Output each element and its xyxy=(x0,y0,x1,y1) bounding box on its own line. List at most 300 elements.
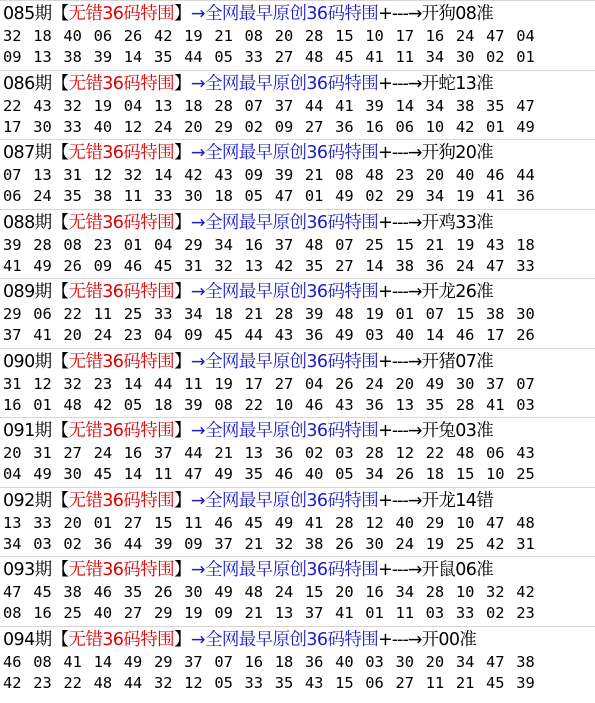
number-cell: 15 xyxy=(335,27,354,45)
number-cell: 17 xyxy=(486,326,505,344)
promo-tag: 无错36码特围 xyxy=(68,73,174,94)
number-cell: 08 xyxy=(214,395,233,414)
open-bracket: 【 xyxy=(51,560,69,580)
number-cell: 26 xyxy=(335,374,354,393)
arrow-icon: → xyxy=(190,560,205,580)
record-header xyxy=(3,141,493,165)
number-cell: 43 xyxy=(516,444,535,462)
number-cell: 27 xyxy=(123,513,143,532)
number-cell: 40 xyxy=(93,117,113,136)
number-cell: 20 xyxy=(63,513,82,532)
number-row xyxy=(3,303,546,325)
number-cell: 04 xyxy=(123,96,143,115)
record-block xyxy=(0,487,595,556)
number-cell: 18 xyxy=(214,305,233,323)
number-cell: 02 xyxy=(486,604,505,622)
number-cell: 46 xyxy=(3,652,22,671)
number-cell: 03 xyxy=(335,444,354,462)
number-cell: 40 xyxy=(395,513,414,532)
number-cell: 44 xyxy=(244,326,264,344)
number-cell: 05 xyxy=(214,673,233,692)
number-row xyxy=(3,255,546,277)
number-cell: 20 xyxy=(425,166,445,184)
number-cell: 24 xyxy=(93,326,113,344)
number-cell: 45 xyxy=(214,326,233,344)
number-cell: 17 xyxy=(3,117,22,136)
number-cell: 15 xyxy=(304,583,324,601)
arrow-icon: → xyxy=(190,212,205,233)
promo-tag: 无错36码特围 xyxy=(68,421,174,441)
number-cell: 05 xyxy=(123,395,143,414)
number-cell: 36 xyxy=(516,187,535,205)
open-bracket: 【 xyxy=(51,143,69,163)
promo-tag: 无错36码特围 xyxy=(68,629,174,650)
open-bracket: 【 xyxy=(51,4,69,24)
number-cell: 20 xyxy=(425,652,445,671)
record-block xyxy=(0,626,595,695)
number-cell: 44 xyxy=(184,444,203,462)
number-cell: 28 xyxy=(214,96,233,115)
number-cell: 24 xyxy=(93,444,113,462)
number-cell: 18 xyxy=(516,235,535,254)
number-cell: 09 xyxy=(184,534,203,553)
record-header xyxy=(3,419,493,443)
number-cell: 38 xyxy=(63,583,82,601)
number-cell: 21 xyxy=(214,27,233,45)
number-cell: 27 xyxy=(304,117,324,136)
period-label: 087期 xyxy=(3,143,52,163)
number-cell: 32 xyxy=(214,256,233,275)
number-cell: 36 xyxy=(304,652,324,671)
number-cell: 31 xyxy=(63,166,82,184)
number-cell: 13 xyxy=(3,513,22,532)
number-cell: 21 xyxy=(244,305,264,323)
slogan-text: 全网最早原创36码特围 xyxy=(204,73,379,94)
close-bracket: 】 xyxy=(174,421,191,441)
record-header xyxy=(3,558,493,582)
number-cell: 33 xyxy=(33,513,52,532)
number-cell: 21 xyxy=(244,604,264,622)
slogan-text: 全网最早原创36码特围 xyxy=(204,282,379,302)
number-cell: 32 xyxy=(153,673,173,692)
close-bracket: 】 xyxy=(174,73,191,94)
number-cell: 29 xyxy=(153,604,173,622)
period-label: 092期 xyxy=(3,490,52,511)
number-cell: 47 xyxy=(486,256,505,275)
number-cell: 12 xyxy=(93,166,113,184)
number-cell: 20 xyxy=(274,27,294,45)
number-cell: 42 xyxy=(184,166,203,184)
slogan-text: 全网最早原创36码特围 xyxy=(204,351,379,372)
number-row xyxy=(3,46,546,68)
number-cell: 30 xyxy=(365,534,384,553)
number-cell: 01 xyxy=(365,604,384,622)
number-cell: 47 xyxy=(486,513,505,532)
number-cell: 03 xyxy=(365,326,384,344)
slogan-text: 全网最早原创36码特围 xyxy=(204,4,379,24)
period-label: 089期 xyxy=(3,282,52,302)
number-cell: 49 xyxy=(33,256,52,275)
number-cell: 08 xyxy=(3,604,22,622)
number-cell: 40 xyxy=(304,465,324,483)
number-cell: 17 xyxy=(395,27,414,45)
number-cell: 20 xyxy=(184,117,203,136)
arrow-icon: → xyxy=(190,490,205,511)
number-cell: 07 xyxy=(516,374,535,393)
number-cell: 37 xyxy=(3,326,22,344)
arrow-icon: → xyxy=(190,282,205,302)
number-cell: 47 xyxy=(184,465,203,483)
number-cell: 25 xyxy=(365,235,384,254)
dash-arrow: +---→ xyxy=(378,4,422,24)
number-cell: 31 xyxy=(184,256,203,275)
period-label: 086期 xyxy=(3,73,52,94)
number-cell: 26 xyxy=(516,326,535,344)
number-cell: 36 xyxy=(93,534,113,553)
number-cell: 20 xyxy=(335,583,354,601)
arrow-icon: → xyxy=(190,421,205,441)
number-cell: 43 xyxy=(33,96,52,115)
number-cell: 22 xyxy=(425,444,445,462)
number-cell: 32 xyxy=(3,27,22,45)
number-cell: 12 xyxy=(33,374,52,393)
promo-tag: 无错36码特围 xyxy=(68,4,174,24)
number-cell: 02 xyxy=(486,48,505,66)
number-cell: 37 xyxy=(486,374,505,393)
dash-arrow: +---→ xyxy=(378,351,422,372)
promo-tag: 无错36码特围 xyxy=(68,351,174,372)
number-cell: 13 xyxy=(33,48,52,66)
open-bracket: 【 xyxy=(51,351,69,372)
number-cell: 28 xyxy=(335,513,354,532)
number-cell: 13 xyxy=(395,395,414,414)
number-cell: 18 xyxy=(214,187,233,205)
number-cell: 30 xyxy=(184,583,203,601)
number-cell: 13 xyxy=(33,166,52,184)
number-cell: 07 xyxy=(244,96,264,115)
number-cell: 19 xyxy=(425,534,445,553)
dash-arrow: +---→ xyxy=(378,212,422,233)
number-cell: 30 xyxy=(516,305,535,323)
number-cell: 11 xyxy=(395,604,414,622)
number-cell: 37 xyxy=(274,96,294,115)
number-row xyxy=(3,164,546,186)
number-cell: 39 xyxy=(3,235,22,254)
slogan-text: 全网最早原创36码特围 xyxy=(204,490,379,511)
number-cell: 30 xyxy=(395,652,414,671)
number-row xyxy=(3,234,546,256)
number-cell: 40 xyxy=(455,166,475,184)
number-cell: 49 xyxy=(335,187,354,205)
number-cell: 22 xyxy=(3,96,22,115)
number-cell: 30 xyxy=(455,374,475,393)
number-cell: 33 xyxy=(244,48,264,66)
number-cell: 35 xyxy=(425,395,445,414)
number-cell: 01 xyxy=(304,187,324,205)
number-cell: 19 xyxy=(455,235,475,254)
number-cell: 07 xyxy=(425,305,445,323)
number-cell: 37 xyxy=(184,652,203,671)
number-cell: 26 xyxy=(335,534,354,553)
period-label: 090期 xyxy=(3,351,52,372)
number-cell: 39 xyxy=(304,305,324,323)
number-cell: 40 xyxy=(395,326,414,344)
number-cell: 19 xyxy=(184,604,203,622)
number-cell: 41 xyxy=(335,96,354,115)
number-cell: 21 xyxy=(455,673,475,692)
period-label: 085期 xyxy=(3,4,52,24)
number-cell: 39 xyxy=(184,395,203,414)
number-cell: 01 xyxy=(486,117,505,136)
number-cell: 24 xyxy=(395,534,414,553)
result-label: 开狗20准 xyxy=(421,143,494,163)
number-cell: 14 xyxy=(153,166,173,184)
number-cell: 44 xyxy=(123,673,143,692)
number-cell: 28 xyxy=(365,444,384,462)
result-label: 开龙14错 xyxy=(421,490,494,511)
number-cell: 34 xyxy=(425,187,445,205)
number-cell: 25 xyxy=(123,305,143,323)
record-block xyxy=(0,139,595,208)
open-bracket: 【 xyxy=(51,629,69,650)
arrow-icon: → xyxy=(190,4,205,24)
number-cell: 45 xyxy=(486,673,505,692)
number-cell: 29 xyxy=(3,305,22,323)
number-cell: 22 xyxy=(63,673,82,692)
number-cell: 38 xyxy=(304,534,324,553)
number-cell: 11 xyxy=(153,465,173,483)
arrow-icon: → xyxy=(190,143,205,163)
number-cell: 33 xyxy=(244,673,264,692)
number-cell: 38 xyxy=(63,48,82,66)
number-cell: 35 xyxy=(63,187,82,205)
number-cell: 20 xyxy=(63,326,82,344)
number-row xyxy=(3,95,546,117)
number-row xyxy=(3,651,546,673)
number-cell: 22 xyxy=(244,395,264,414)
number-cell: 11 xyxy=(93,305,113,323)
number-cell: 16 xyxy=(3,395,22,414)
dash-arrow: +---→ xyxy=(378,143,422,163)
number-cell: 24 xyxy=(153,117,173,136)
number-cell: 01 xyxy=(33,395,52,414)
number-cell: 28 xyxy=(304,27,324,45)
number-cell: 10 xyxy=(425,117,445,136)
number-cell: 34 xyxy=(455,652,475,671)
number-cell: 19 xyxy=(365,305,384,323)
number-cell: 44 xyxy=(123,534,143,553)
number-cell: 38 xyxy=(516,652,535,671)
number-cell: 23 xyxy=(123,326,143,344)
number-cell: 16 xyxy=(244,652,264,671)
number-cell: 26 xyxy=(123,27,143,45)
number-cell: 15 xyxy=(395,235,414,254)
number-cell: 23 xyxy=(93,374,113,393)
number-cell: 48 xyxy=(304,235,324,254)
number-cell: 32 xyxy=(123,166,143,184)
number-cell: 34 xyxy=(425,48,445,66)
number-cell: 43 xyxy=(335,395,354,414)
number-cell: 15 xyxy=(335,673,354,692)
number-cell: 21 xyxy=(214,444,233,462)
number-cell: 18 xyxy=(184,96,203,115)
number-cell: 14 xyxy=(123,48,143,66)
result-label: 开狗08准 xyxy=(421,4,494,24)
number-cell: 41 xyxy=(3,256,22,275)
number-cell: 39 xyxy=(365,96,384,115)
number-cell: 43 xyxy=(304,673,324,692)
number-cell: 09 xyxy=(93,256,113,275)
open-bracket: 【 xyxy=(51,73,69,94)
close-bracket: 】 xyxy=(174,282,191,302)
number-cell: 46 xyxy=(93,583,113,601)
number-cell: 39 xyxy=(93,48,113,66)
number-cell: 45 xyxy=(244,513,264,532)
number-cell: 03 xyxy=(365,652,384,671)
number-cell: 21 xyxy=(425,235,445,254)
slogan-text: 全网最早原创36码特围 xyxy=(204,560,379,580)
number-cell: 09 xyxy=(3,48,22,66)
number-cell: 10 xyxy=(365,27,384,45)
number-cell: 24 xyxy=(455,256,475,275)
number-cell: 35 xyxy=(486,96,505,115)
open-bracket: 【 xyxy=(51,421,69,441)
number-cell: 11 xyxy=(425,673,445,692)
number-cell: 14 xyxy=(93,652,113,671)
number-cell: 08 xyxy=(63,235,82,254)
number-cell: 30 xyxy=(63,465,82,483)
number-cell: 47 xyxy=(274,187,294,205)
number-cell: 04 xyxy=(153,326,173,344)
number-cell: 06 xyxy=(365,673,384,692)
number-cell: 05 xyxy=(335,465,354,483)
number-cell: 27 xyxy=(274,48,294,66)
number-cell: 05 xyxy=(214,48,233,66)
number-cell: 49 xyxy=(214,583,233,601)
number-cell: 49 xyxy=(274,513,294,532)
number-cell: 42 xyxy=(486,534,505,553)
slogan-text: 全网最早原创36码特围 xyxy=(204,629,379,650)
number-cell: 26 xyxy=(395,465,414,483)
number-cell: 38 xyxy=(455,96,475,115)
number-cell: 39 xyxy=(516,673,535,692)
number-row xyxy=(3,373,546,395)
number-cell: 41 xyxy=(33,326,52,344)
number-cell: 41 xyxy=(486,187,505,205)
number-cell: 25 xyxy=(63,604,82,622)
number-cell: 35 xyxy=(244,465,264,483)
number-cell: 07 xyxy=(214,652,233,671)
number-cell: 24 xyxy=(365,374,384,393)
number-cell: 42 xyxy=(455,117,475,136)
arrow-icon: → xyxy=(190,351,205,372)
number-cell: 43 xyxy=(486,235,505,254)
number-cell: 07 xyxy=(335,235,354,254)
number-cell: 29 xyxy=(184,235,203,254)
close-bracket: 】 xyxy=(174,629,191,650)
promo-tag: 无错36码特围 xyxy=(68,560,174,580)
number-cell: 31 xyxy=(33,444,52,462)
record-block xyxy=(0,348,595,417)
number-cell: 02 xyxy=(63,534,82,553)
number-cell: 14 xyxy=(123,374,143,393)
number-cell: 35 xyxy=(123,583,143,601)
close-bracket: 】 xyxy=(174,143,191,163)
result-label: 开00准 xyxy=(421,629,477,650)
number-cell: 14 xyxy=(395,96,414,115)
number-cell: 26 xyxy=(153,583,173,601)
number-cell: 36 xyxy=(274,444,294,462)
number-cell: 28 xyxy=(33,235,52,254)
record-header xyxy=(3,280,493,304)
number-cell: 47 xyxy=(486,27,505,45)
number-cell: 20 xyxy=(395,374,414,393)
result-label: 开龙26准 xyxy=(421,282,494,302)
number-cell: 18 xyxy=(425,465,445,483)
number-cell: 16 xyxy=(365,117,384,136)
number-cell: 12 xyxy=(184,673,203,692)
number-cell: 14 xyxy=(425,326,445,344)
number-cell: 37 xyxy=(274,235,294,254)
number-row xyxy=(3,185,546,207)
open-bracket: 【 xyxy=(51,490,69,511)
number-cell: 42 xyxy=(153,27,173,45)
number-cell: 48 xyxy=(244,583,264,601)
number-cell: 09 xyxy=(274,117,294,136)
number-cell: 16 xyxy=(33,604,52,622)
number-cell: 32 xyxy=(486,583,505,601)
number-cell: 23 xyxy=(395,166,414,184)
number-cell: 06 xyxy=(486,444,505,462)
number-cell: 31 xyxy=(3,374,22,393)
period-label: 094期 xyxy=(3,629,52,650)
number-cell: 09 xyxy=(214,604,233,622)
period-label: 093期 xyxy=(3,560,52,580)
number-cell: 36 xyxy=(365,395,384,414)
number-cell: 31 xyxy=(516,534,535,553)
number-cell: 44 xyxy=(153,374,173,393)
number-cell: 36 xyxy=(335,117,354,136)
number-cell: 04 xyxy=(153,235,173,254)
number-cell: 16 xyxy=(425,27,445,45)
dash-arrow: +---→ xyxy=(378,490,422,511)
number-cell: 16 xyxy=(244,235,264,254)
close-bracket: 】 xyxy=(174,490,191,511)
number-cell: 34 xyxy=(365,465,384,483)
number-cell: 30 xyxy=(33,117,52,136)
number-cell: 12 xyxy=(123,117,143,136)
number-cell: 33 xyxy=(153,187,173,205)
number-cell: 21 xyxy=(304,166,324,184)
number-cell: 47 xyxy=(3,583,22,601)
number-cell: 05 xyxy=(244,187,264,205)
number-cell: 06 xyxy=(395,117,414,136)
number-cell: 33 xyxy=(516,256,535,275)
number-cell: 22 xyxy=(63,305,82,323)
number-cell: 32 xyxy=(274,534,294,553)
number-cell: 49 xyxy=(516,117,535,136)
record-block xyxy=(0,70,595,139)
number-cell: 41 xyxy=(335,604,354,622)
number-cell: 48 xyxy=(304,48,324,66)
number-cell: 25 xyxy=(516,465,535,483)
number-cell: 15 xyxy=(455,465,475,483)
number-cell: 39 xyxy=(153,534,173,553)
record-header xyxy=(3,628,476,652)
number-cell: 29 xyxy=(425,513,445,532)
number-cell: 46 xyxy=(123,256,143,275)
number-cell: 19 xyxy=(455,187,475,205)
